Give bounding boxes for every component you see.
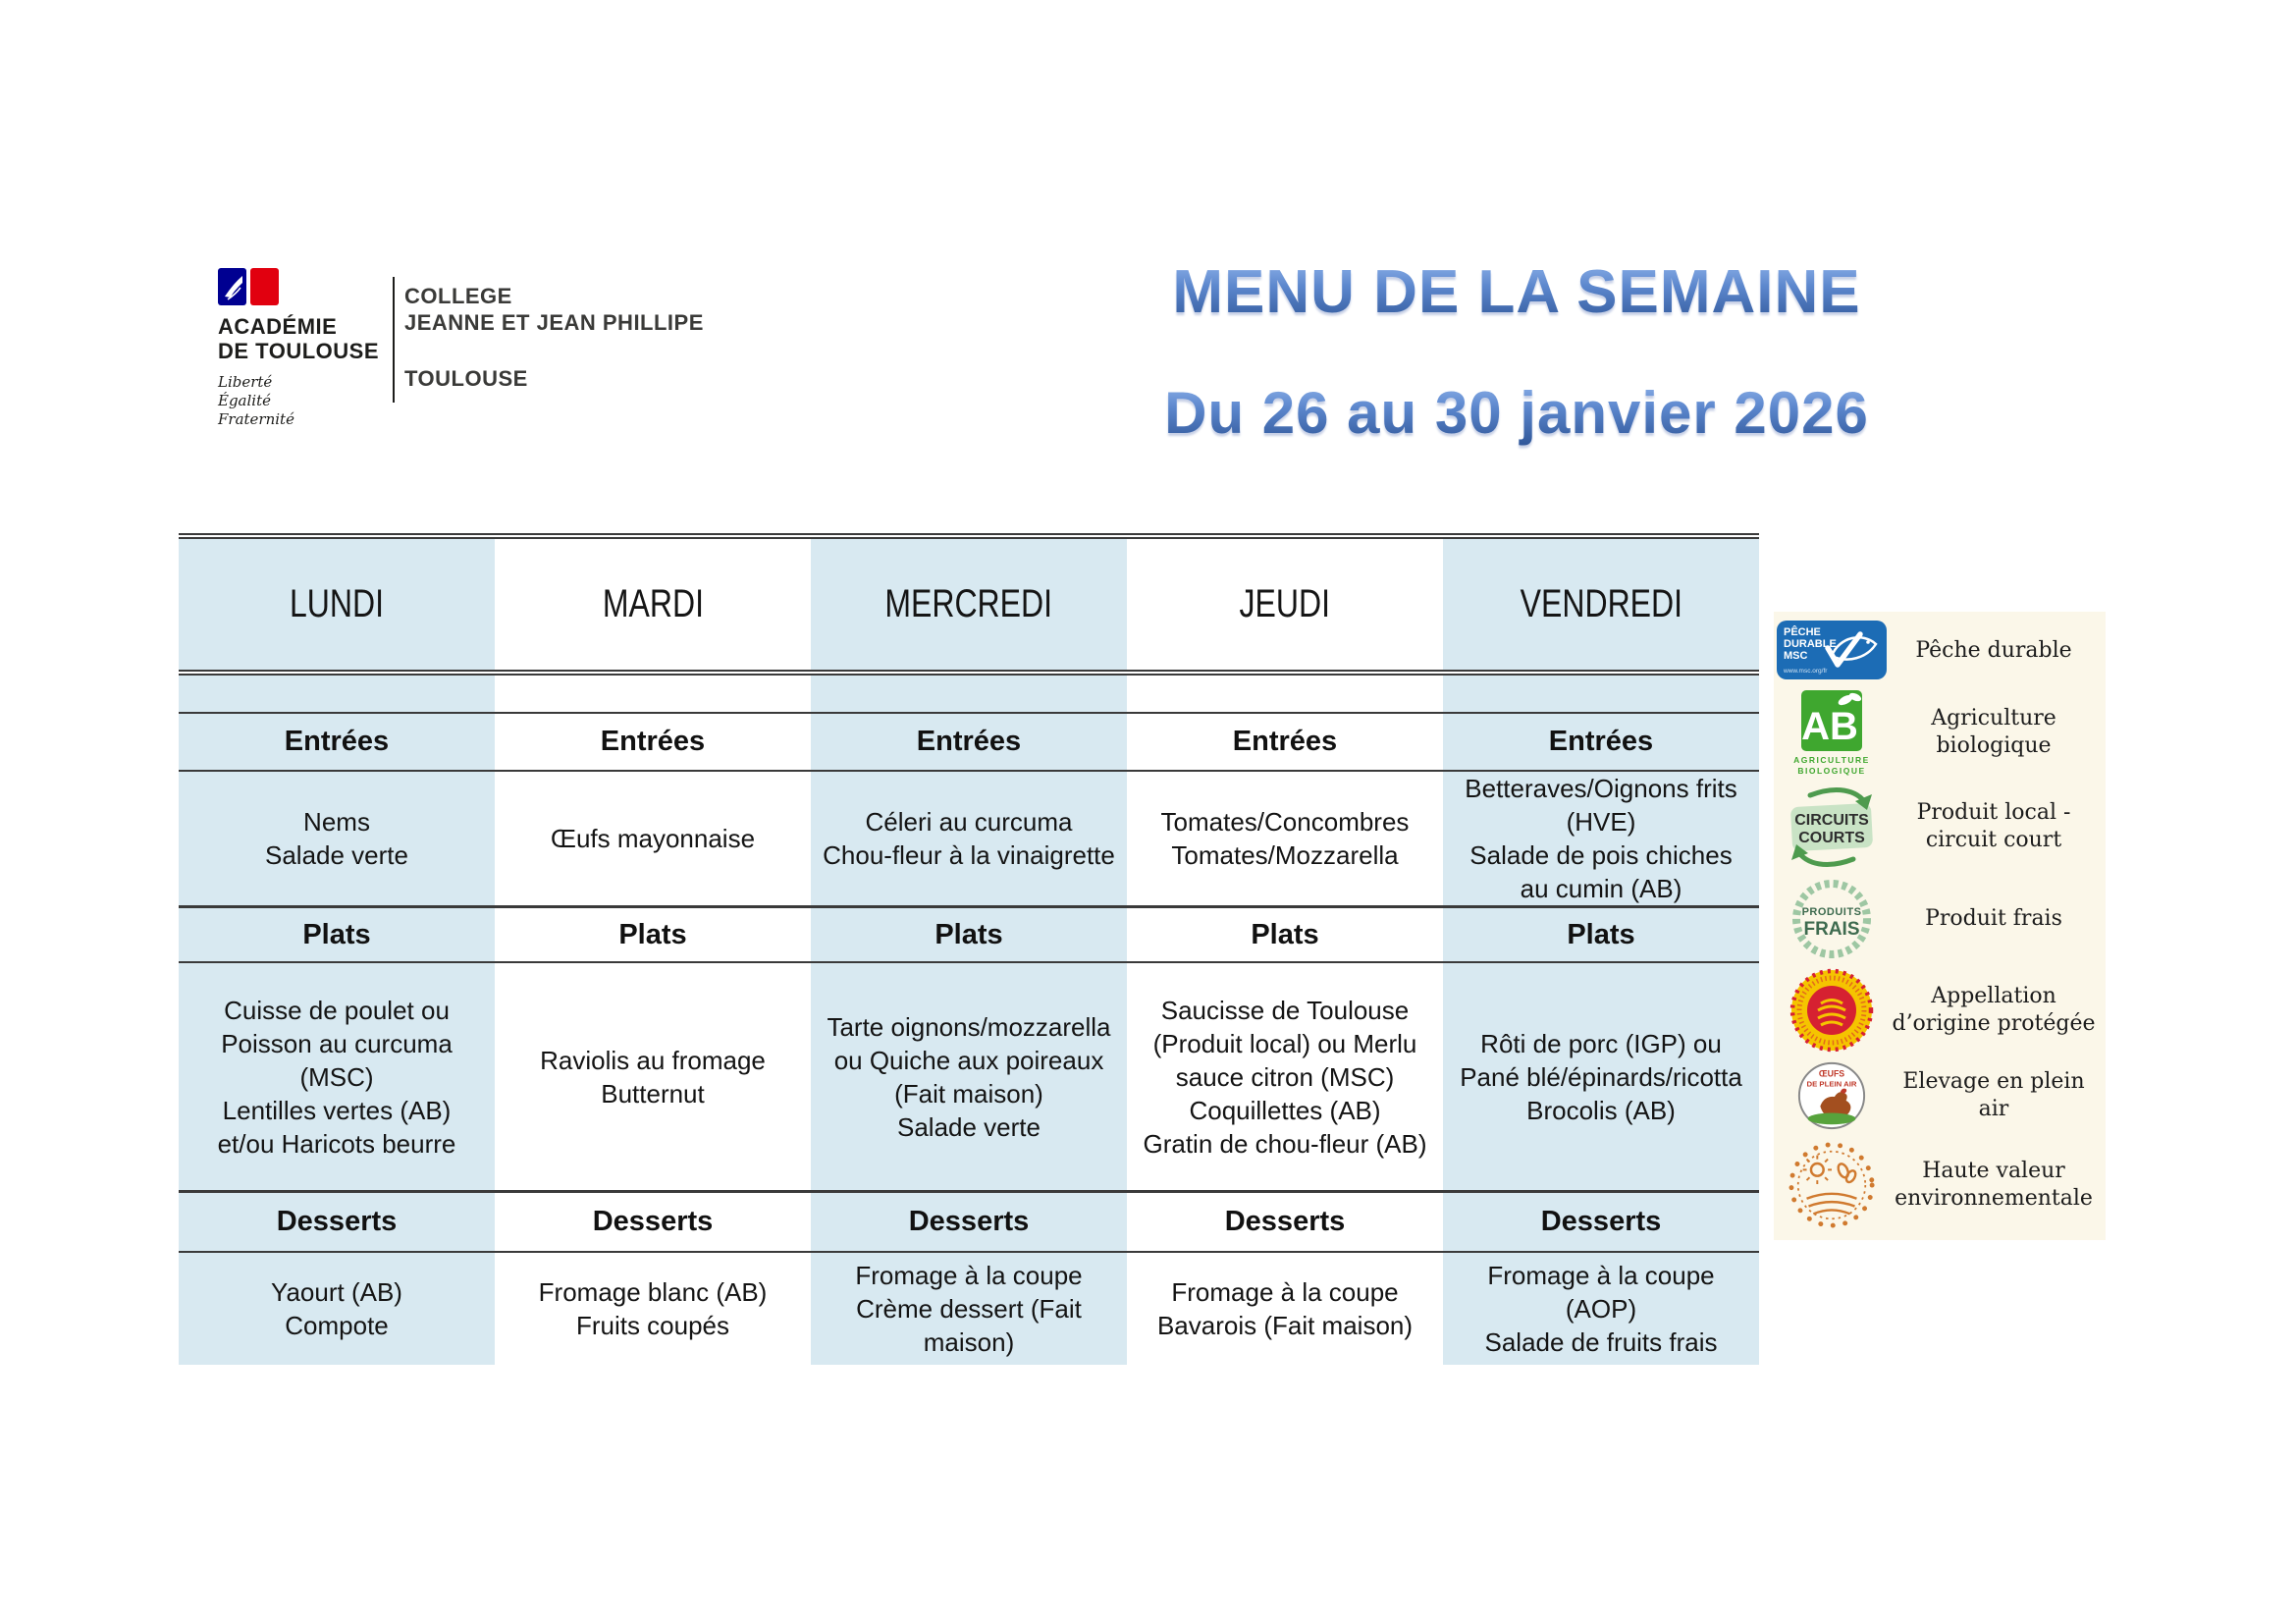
logo-divider [393, 277, 395, 403]
svg-text:MSC: MSC [1784, 650, 1808, 663]
svg-text:COURTS: COURTS [1798, 830, 1865, 847]
desserts-content-row [179, 1253, 1759, 1365]
legend-label: Agriculture biologique [1931, 705, 2056, 758]
svg-text:PÊCHE: PÊCHE [1784, 626, 1821, 639]
school-name: JEANNE ET JEAN PHILLIPE [404, 310, 704, 335]
page-title: MENU DE LA SEMAINE [1114, 257, 1919, 327]
desserts-label-row: Desserts Desserts Desserts Desserts Desserts [179, 1193, 1759, 1253]
desserts-mardi: Fromage blanc (AB) Fruits coupés [495, 1253, 811, 1365]
legend-row-peche-durable [1774, 621, 2106, 681]
msc-peche-durable-icon [1777, 621, 1887, 681]
legend-label: Elevage en plein air [1902, 1069, 2085, 1122]
academy-name-line1: ACADÉMIE [218, 314, 338, 339]
day-header-mardi: MARDI [495, 539, 811, 670]
svg-text:www.msc.org/fr: www.msc.org/fr [1784, 668, 1828, 676]
day-header-jeudi: JEUDI [1127, 539, 1443, 670]
desserts-lundi: Yaourt (AB) Compote [179, 1253, 495, 1365]
school-name-block [404, 283, 704, 392]
circuits-courts-icon [1781, 783, 1883, 871]
day-header-lundi: LUNDI [179, 539, 495, 670]
svg-text:AGRICULTURE: AGRICULTURE [1793, 754, 1870, 765]
legend-label: Haute valeur environnementale [1895, 1158, 2093, 1211]
entrees-label-row: Entrées Entrées Entrées Entrées Entrées [179, 714, 1759, 772]
oeufs-plein-air-icon [1795, 1059, 1868, 1132]
entrees-content-row [179, 772, 1759, 908]
day-header-mercredi: MERCREDI [811, 539, 1127, 670]
plats-jeudi: Saucisse de Toulouse (Produit local) ou Merlu sauce citron (MSC) Coquillettes (AB) Gratin de chou-fleur (AB) [1127, 963, 1443, 1190]
aop-icon [1789, 967, 1875, 1054]
plats-lundi: Cuisse de poulet ou Poisson au curcuma (MSC) Lentilles vertes (AB) et/ou Haricots beurre [179, 963, 495, 1190]
plats-mardi: Raviolis au fromage Butternut [495, 963, 811, 1190]
entrees-lundi: Nems Salade verte [179, 772, 495, 905]
produits-frais-icon [1790, 878, 1873, 960]
desserts-vendredi: Fromage à la coupe (AOP) Salade de fruits frais [1443, 1253, 1759, 1365]
legend-row-hve [1774, 1139, 2106, 1231]
academy-name-line2: DE TOULOUSE [218, 339, 380, 363]
desserts-mercredi: Fromage à la coupe Crème dessert (Fait maison) [811, 1253, 1127, 1365]
entrees-jeudi: Tomates/Concombres Tomates/Mozzarella [1127, 772, 1443, 905]
svg-text:AB: AB [1801, 704, 1858, 748]
legend-row-produit-frais [1774, 878, 2106, 960]
legend-label: Produit local - circuit court [1916, 800, 2071, 853]
labels-legend-panel [1774, 612, 2106, 1240]
school-type: COLLEGE [404, 284, 512, 308]
svg-text:ŒUFS: ŒUFS [1818, 1068, 1845, 1079]
svg-text:PRODUITS: PRODUITS [1801, 905, 1862, 918]
svg-text:DURABLE: DURABLE [1784, 638, 1837, 651]
entrees-mercredi: Céleri au curcuma Chou-fleur à la vinaigrette [811, 772, 1127, 905]
spacer-row [179, 676, 1759, 714]
legend-label: Pêche durable [1915, 638, 2072, 664]
svg-text:DE PLEIN AIR: DE PLEIN AIR [1806, 1079, 1857, 1089]
french-republic-flag-icon [218, 267, 281, 308]
republic-motto: Liberté Égalité Fraternité [218, 373, 294, 428]
entrees-mardi: Œufs mayonnaise [495, 772, 811, 905]
svg-text:CIRCUITS: CIRCUITS [1794, 812, 1869, 830]
hve-icon [1786, 1139, 1878, 1231]
academie-logo-block [218, 267, 379, 429]
legend-label: Appellation d’origine protégée [1892, 983, 2096, 1036]
plats-content-row [179, 963, 1759, 1193]
legend-row-aop [1774, 967, 2106, 1054]
day-header-vendredi: VENDREDI [1443, 539, 1759, 670]
entrees-vendredi: Betteraves/Oignons frits (HVE) Salade de pois chiches au cumin (AB) [1443, 772, 1759, 905]
svg-text:FRAIS: FRAIS [1803, 918, 1860, 940]
ab-agriculture-biologique-icon [1792, 688, 1871, 777]
academy-name [218, 314, 379, 363]
plats-mercredi: Tarte oignons/mozzarella ou Quiche aux poireaux (Fait maison) Salade verte [811, 963, 1127, 1190]
day-header-row [179, 539, 1759, 676]
plats-label-row: Plats Plats Plats Plats Plats [179, 908, 1759, 963]
legend-row-agriculture-biologique [1774, 688, 2106, 777]
legend-label: Produit frais [1925, 905, 2062, 931]
svg-text:BIOLOGIQUE: BIOLOGIQUE [1797, 765, 1866, 776]
legend-row-circuits-courts [1774, 783, 2106, 871]
school-city: TOULOUSE [404, 366, 528, 391]
weekly-menu-table [179, 533, 1759, 1365]
legend-row-plein-air [1774, 1059, 2106, 1132]
page-subtitle-dates: Du 26 au 30 janvier 2026 [1114, 379, 1919, 447]
desserts-jeudi: Fromage à la coupe Bavarois (Fait maison) [1127, 1253, 1443, 1365]
plats-vendredi: Rôti de porc (IGP) ou Pané blé/épinards/ricotta Brocolis (AB) [1443, 963, 1759, 1190]
